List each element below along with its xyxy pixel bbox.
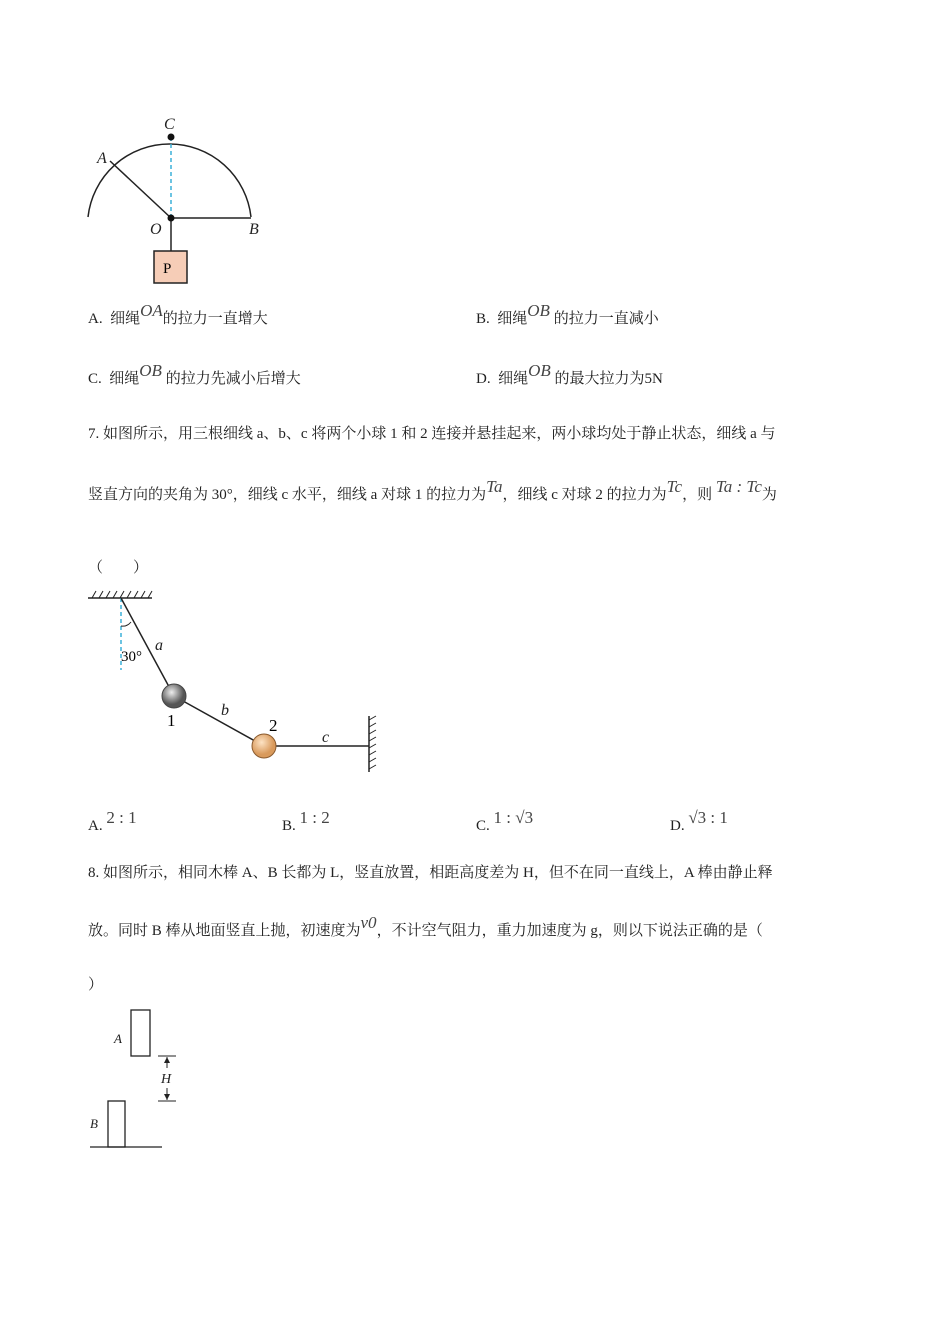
option-letter: A. xyxy=(88,311,103,327)
label-c: C xyxy=(164,116,175,133)
string-a xyxy=(121,598,174,696)
option-letter: D. xyxy=(476,371,491,387)
math-v0: v0 xyxy=(360,913,377,932)
label-h: H xyxy=(161,1072,172,1087)
arrowhead-up xyxy=(164,1057,170,1063)
math-symbol: OA xyxy=(140,301,163,320)
rope-oa xyxy=(110,161,171,218)
label-1: 1 xyxy=(167,711,176,730)
q8-stem-line1: 8. 如图所示，相同木棒 A、B 长都为 L，竖直放置，相距高度差为 H，但不在同一直线上，A 棒由静止释 xyxy=(88,865,773,881)
string-b xyxy=(174,696,264,746)
option-letter: B. xyxy=(282,818,296,834)
answer-paren: （ ） xyxy=(88,560,149,576)
q6-option-c[interactable] xyxy=(88,361,301,389)
label-c: c xyxy=(322,729,330,746)
label-a: A xyxy=(97,150,107,167)
q6-option-a[interactable] xyxy=(88,301,268,329)
q7-stem-line2 xyxy=(88,477,777,505)
math-symbol: OB xyxy=(527,301,550,320)
ceiling-hatch xyxy=(92,591,152,598)
label-b: B xyxy=(90,1116,98,1131)
arrowhead-down xyxy=(164,1094,170,1100)
label-p: P xyxy=(163,261,172,277)
option-letter: B. xyxy=(476,311,490,327)
option-value: 1 : 2 xyxy=(299,808,330,827)
q6-option-d[interactable] xyxy=(476,361,663,389)
rod-a xyxy=(131,1010,150,1056)
option-text: 的拉力一直减小 xyxy=(553,311,659,327)
semicircle-arc xyxy=(88,144,251,217)
q7-option-a[interactable] xyxy=(88,808,137,836)
option-letter: C. xyxy=(476,818,490,834)
ball-1 xyxy=(162,684,186,708)
rod-b xyxy=(108,1101,125,1147)
figure-q8 xyxy=(90,1010,176,1147)
q8-stem-line3: ） xyxy=(88,977,104,993)
stem-text: 为 xyxy=(761,487,777,503)
figure-q7 xyxy=(88,591,376,772)
label-o: O xyxy=(150,221,162,238)
q7-option-c[interactable] xyxy=(476,808,534,836)
q7-stem-line1: 7. 如图所示，用三根细线 a、b、c 将两个小球 1 和 2 连接并悬挂起来，两小球均处于静止状态，细线 a 与 xyxy=(88,426,776,442)
stem-text: ，则 xyxy=(682,487,713,503)
q6-option-b[interactable] xyxy=(476,301,659,329)
wall-hatch xyxy=(369,716,376,769)
stem-text: ，不计空气阻力，重力加速度为 g，则以下说法正确的是（ xyxy=(376,923,763,939)
option-text: 的最大拉力为5N xyxy=(554,371,663,387)
option-value: √3 : 1 xyxy=(688,808,728,827)
option-text: 细绳 xyxy=(110,311,141,327)
option-text: 的拉力先减小后增大 xyxy=(165,371,301,387)
angle-label: 30° xyxy=(121,649,142,665)
q7-option-d[interactable] xyxy=(670,808,728,836)
math-symbol: OB xyxy=(528,361,551,380)
option-text: 的拉力一直增大 xyxy=(162,311,268,327)
point-c xyxy=(168,134,175,141)
stem-text: 竖直方向的夹角为 30°，细线 c 水平，细线 a 对球 1 的拉力为 xyxy=(88,487,487,503)
q8-stem-line2 xyxy=(88,913,763,941)
label-a: A xyxy=(114,1031,122,1046)
label-2: 2 xyxy=(269,716,278,735)
option-text: 细绳 xyxy=(109,371,140,387)
figure-q6 xyxy=(88,116,259,283)
math-ratio: Ta : Tc xyxy=(715,477,762,496)
point-o xyxy=(168,215,175,222)
option-value: 1 : √3 xyxy=(493,808,534,827)
option-letter: D. xyxy=(670,818,685,834)
math-ta: Ta xyxy=(486,477,503,496)
math-tc: Tc xyxy=(666,477,683,496)
option-letter: C. xyxy=(88,371,102,387)
label-b: B xyxy=(249,221,259,238)
option-letter: A. xyxy=(88,818,103,834)
math-symbol: OB xyxy=(139,361,162,380)
label-b: b xyxy=(221,702,229,719)
option-text: 细绳 xyxy=(497,311,528,327)
ball-2 xyxy=(252,734,276,758)
q7-option-b[interactable] xyxy=(282,808,330,836)
angle-arc xyxy=(121,622,131,626)
option-text: 细绳 xyxy=(498,371,529,387)
stem-text: 放。同时 B 棒从地面竖直上抛，初速度为 xyxy=(88,923,361,939)
option-value: 2 : 1 xyxy=(106,808,137,827)
stem-text: ，细线 c 对球 2 的拉力为 xyxy=(502,487,667,503)
label-a: a xyxy=(155,637,163,654)
